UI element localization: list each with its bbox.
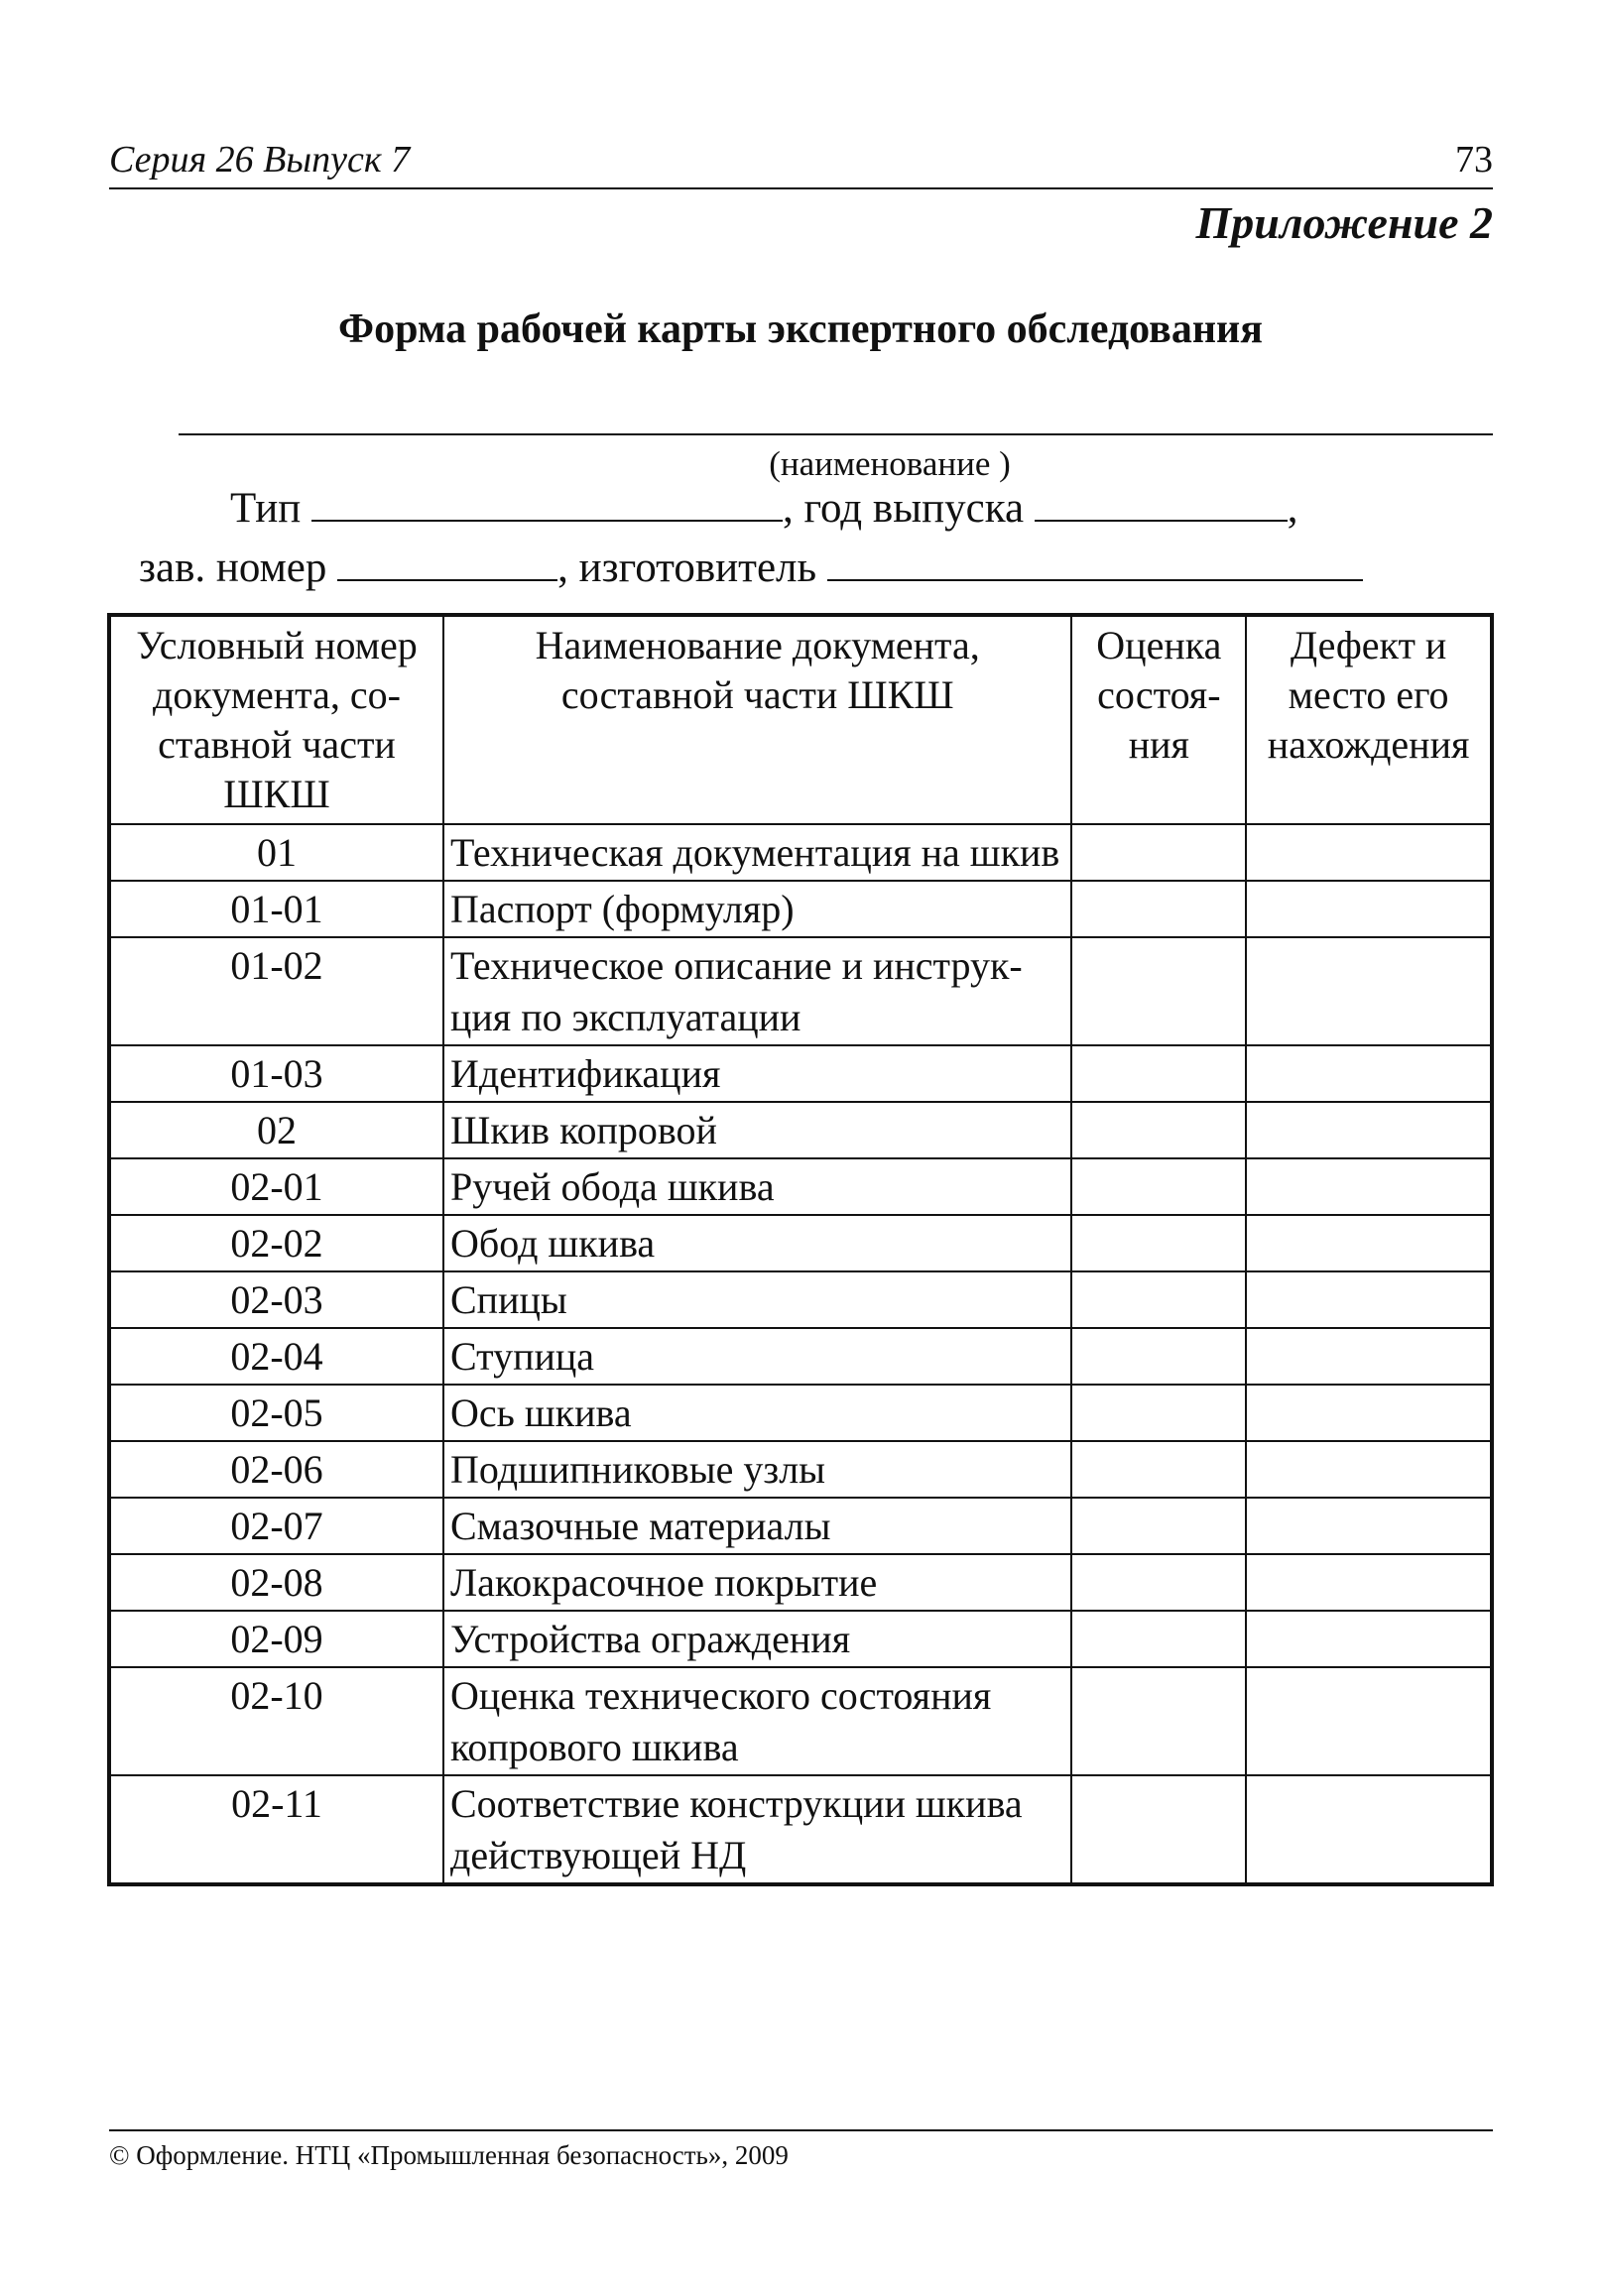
type-year-row xyxy=(230,484,1298,533)
row-name: Ступица xyxy=(443,1328,1071,1385)
appendix-label: Приложение 2 xyxy=(1195,197,1493,248)
row-name: Устройства ограждения xyxy=(443,1611,1071,1667)
year-label: , год выпуска xyxy=(782,485,1025,532)
table-row xyxy=(109,1667,1492,1775)
row-defect-cell xyxy=(1246,1498,1492,1554)
row-defect-cell xyxy=(1246,1611,1492,1667)
row-code: 01-02 xyxy=(109,937,443,1045)
serial-label: зав. номер xyxy=(139,544,327,591)
serial-blank xyxy=(337,544,557,581)
header-defect: Дефект и место его нахождения xyxy=(1246,615,1492,824)
table-row xyxy=(109,1271,1492,1328)
maker-blank xyxy=(827,544,1363,581)
table-row xyxy=(109,1158,1492,1215)
row-assessment-cell xyxy=(1071,1215,1246,1271)
row-defect-cell xyxy=(1246,937,1492,1045)
row-defect-cell xyxy=(1246,1554,1492,1611)
header-name: Наименование документа, составной части ШКШ xyxy=(443,615,1071,824)
inspection-table xyxy=(107,613,1494,1886)
row-code: 02-08 xyxy=(109,1554,443,1611)
row-code: 02-01 xyxy=(109,1158,443,1215)
table-row xyxy=(109,1441,1492,1498)
row-code: 02-07 xyxy=(109,1498,443,1554)
row-assessment-cell xyxy=(1071,1441,1246,1498)
row-name: Смазочные материалы xyxy=(443,1498,1071,1554)
type-label: Тип xyxy=(230,485,302,532)
row-code: 02-05 xyxy=(109,1385,443,1441)
row-name: Обод шкива xyxy=(443,1215,1071,1271)
row-defect-cell xyxy=(1246,1775,1492,1884)
page-header xyxy=(109,132,1493,189)
row-defect-cell xyxy=(1246,1328,1492,1385)
table-row xyxy=(109,1554,1492,1611)
row-defect-cell xyxy=(1246,1385,1492,1441)
row-defect-cell xyxy=(1246,1045,1492,1102)
table-body xyxy=(109,824,1492,1884)
table-row xyxy=(109,1385,1492,1441)
table-row xyxy=(109,881,1492,937)
row-assessment-cell xyxy=(1071,881,1246,937)
row-name: Ручей обода шкива xyxy=(443,1158,1071,1215)
header-code: Условный номер документа, со-ставной части ШКШ xyxy=(109,615,443,824)
row-defect-cell xyxy=(1246,1271,1492,1328)
row-defect-cell xyxy=(1246,1215,1492,1271)
table-row xyxy=(109,1045,1492,1102)
name-blank-line xyxy=(179,433,1493,435)
row-assessment-cell xyxy=(1071,1385,1246,1441)
row-code: 01-03 xyxy=(109,1045,443,1102)
row-code: 02-06 xyxy=(109,1441,443,1498)
series-label: Серия 26 Выпуск 7 xyxy=(109,139,411,181)
row-name: Соответствие конструкции шкива действующей НД xyxy=(443,1775,1071,1884)
footer-copyright: © Оформление. НТЦ «Промышленная безопасность», 2009 xyxy=(109,2140,789,2170)
table-row xyxy=(109,1775,1492,1884)
row-name: Лакокрасочное покрытие xyxy=(443,1554,1071,1611)
row-code: 02-02 xyxy=(109,1215,443,1271)
type-blank xyxy=(311,484,783,522)
footer-line xyxy=(109,2129,1493,2131)
page-number: 73 xyxy=(1455,139,1493,181)
year-suffix: , xyxy=(1287,485,1298,532)
row-code: 01 xyxy=(109,824,443,881)
row-name: Шкив копровой xyxy=(443,1102,1071,1158)
row-assessment-cell xyxy=(1071,1102,1246,1158)
form-title: Форма рабочей карты экспертного обследования xyxy=(338,306,1263,352)
row-assessment-cell xyxy=(1071,1775,1246,1884)
row-name: Оценка технического состояния копрового шкива xyxy=(443,1667,1071,1775)
row-assessment-cell xyxy=(1071,1271,1246,1328)
header-assessment: Оценка состоя-ния xyxy=(1071,615,1246,824)
row-name: Техническое описание и инструк-ция по эксплуатации xyxy=(443,937,1071,1045)
row-assessment-cell xyxy=(1071,1667,1246,1775)
table-row xyxy=(109,1215,1492,1271)
row-assessment-cell xyxy=(1071,1554,1246,1611)
row-code: 02-09 xyxy=(109,1611,443,1667)
row-code: 02-11 xyxy=(109,1775,443,1884)
table-header-row xyxy=(109,615,1492,824)
table-row xyxy=(109,1102,1492,1158)
table-row xyxy=(109,1498,1492,1554)
row-name: Подшипниковые узлы xyxy=(443,1441,1071,1498)
row-code: 02-03 xyxy=(109,1271,443,1328)
table-row xyxy=(109,1611,1492,1667)
row-code: 02 xyxy=(109,1102,443,1158)
row-defect-cell xyxy=(1246,1158,1492,1215)
table-row xyxy=(109,824,1492,881)
row-defect-cell xyxy=(1246,881,1492,937)
row-name: Ось шкива xyxy=(443,1385,1071,1441)
row-code: 02-10 xyxy=(109,1667,443,1775)
row-defect-cell xyxy=(1246,1441,1492,1498)
row-assessment-cell xyxy=(1071,824,1246,881)
row-assessment-cell xyxy=(1071,1498,1246,1554)
row-defect-cell xyxy=(1246,824,1492,881)
table-row xyxy=(109,1328,1492,1385)
serial-maker-row xyxy=(139,544,1363,592)
row-code: 02-04 xyxy=(109,1328,443,1385)
table-row xyxy=(109,937,1492,1045)
row-name: Паспорт (формуляр) xyxy=(443,881,1071,937)
row-assessment-cell xyxy=(1071,1328,1246,1385)
row-name: Идентификация xyxy=(443,1045,1071,1102)
maker-label: , изготовитель xyxy=(557,544,817,591)
row-assessment-cell xyxy=(1071,937,1246,1045)
name-caption: (наименование ) xyxy=(769,444,1011,483)
row-assessment-cell xyxy=(1071,1045,1246,1102)
row-assessment-cell xyxy=(1071,1611,1246,1667)
row-name: Спицы xyxy=(443,1271,1071,1328)
row-code: 01-01 xyxy=(109,881,443,937)
row-defect-cell xyxy=(1246,1667,1492,1775)
row-name: Техническая документация на шкив xyxy=(443,824,1071,881)
row-defect-cell xyxy=(1246,1102,1492,1158)
year-blank xyxy=(1035,484,1288,522)
row-assessment-cell xyxy=(1071,1158,1246,1215)
